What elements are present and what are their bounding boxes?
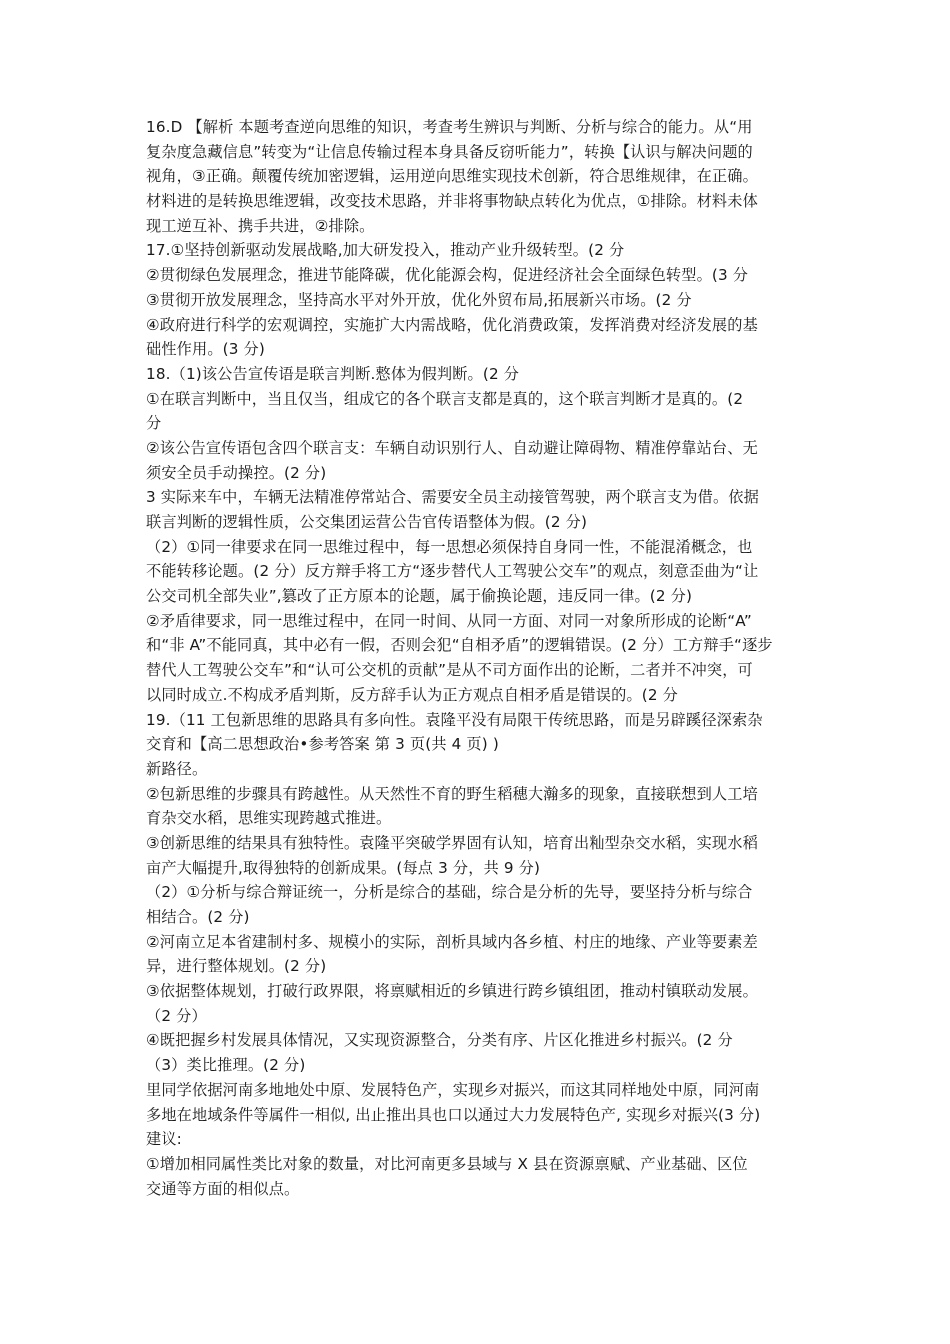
text-line: 17.①坚持创新驱动发展战略,加大研发投入，推动产业升级转型。(2 分 [146,241,625,260]
text-line: 公交司机全部失业”,篡改了正方原本的论题，属于偷换论题，违反同一律。(2 分) [146,587,693,606]
text-line: （3）类比推理。(2 分) [146,1056,306,1075]
text-line: 亩产大幅提升,取得独特的创新成果。(每点 3 分，共 9 分) [146,858,541,877]
text-line: ②矛盾律要求，同一思维过程中，在同一时间、从同一方面、对同一对象所形成的论断“A” [146,611,752,630]
text-line: 现工逆互补、携手共进，②排除。 [146,216,375,235]
text-line: 交通等方面的相似点。 [146,1179,300,1198]
text-line: 3 实际来车中，车辆无法精准停常站合、需要安全员主动接管驾驶，两个联言支为借。依据 [146,488,759,507]
text-line: 和“非 A”不能同真，其中必有一假，否则会犯“自相矛盾”的逻辑错误。(2 分）工方辩手“逐步 [146,636,773,655]
text-line: 交育和【高二思想政治•参考答案 第 3 页(共 4 页) ) [146,735,499,754]
text-line: ④政府进行科学的宏观调控，实施扩大内需战略，优化消费政策，发挥消费对经济发展的基 [146,315,758,334]
answer-text-body [146,115,812,1201]
text-line: ①增加相同属性类比对象的数量，对比河南更多县域与 X 县在资源禀赋、产业基础、区位 [146,1154,748,1173]
text-line: 建议: [146,1130,182,1149]
text-line: ③依据整体规划，打破行政界限，将禀赋相近的乡镇进行跨乡镇组团，推动村镇联动发展。 [146,982,758,1001]
text-line: 里同学依据河南多地地处中原、发展特色产，实现乡对振兴，而这其同样地处中原，同河南 [146,1080,760,1099]
text-line: ③贯彻开放发展理念，坚持高水平对外开放，优化外贸布局,拓展新兴市场。(2 分 [146,290,692,309]
text-line: 18.（1)该公告宣传语是联言判断.慗体为假判断。(2 分 [146,364,520,383]
text-line: 材料进的是转换思维逻辑，改变技术思路，并非将事物缺点转化为优点，①排除。材料未体 [146,192,758,211]
text-line: 替代人工驾驶公交车”和“认可公交机的贡献”是从不司方面作出的论断，二者并不冲突，可 [146,661,753,680]
text-line: ④既把握乡村发展具体情况，又实现资源整合，分类有序、片区化推进乡村振兴。(2 分 [146,1031,733,1050]
text-line: 相结合。(2 分) [146,908,250,926]
text-line: 视角，③正确。颠覆传统加密逻辑，运用逆向思维实现技术创新，符合思维规律，在正确。 [146,167,758,186]
text-line: 16.D 【解析 本题考查逆向思维的知识，考查考生辨识与判断、分析与综合的能力。从“用 [146,118,753,136]
text-line: 以同时成立.不构成矛盾判斯，反方辞手认为正方观点自相矛盾是错误的。(2 分 [146,685,678,704]
text-line: ②该公告宣传语包含四个联言支：车辆自动识别行人、自动避让障碍物、精准停靠站台、无 [146,438,758,457]
text-line: 育杂交水稻，思维实现跨越式推进。 [146,809,392,828]
text-line: ②河南立足本省建制村多、规模小的实际，剖析具域内各乡植、村庄的地缘、产业等要素差 [146,932,758,951]
text-line: 19.（11 工包新思维的思路具有多向性。袁隆平没有局限干传统思路，而是另辟蹊径深索杂 [146,710,763,729]
text-line: 分 [146,414,162,433]
text-line: （2 分） [146,1006,207,1025]
text-line: 多地在地域条件等属件一相似, 出止推出具也口以通过大力发展特色产, 实现乡对振兴(3 分) [146,1105,761,1124]
text-line: ①在联言判断中，当且仅当，组成它的各个联言支都是真的，这个联言判断才是真的。(2 [146,389,744,408]
text-line: （2）①同一律要求在同一思维过程中，每一思想必须保持自身同一性，不能混淆概念，也 [146,537,753,556]
text-line: 异，进行整体规划。(2 分) [146,957,327,976]
text-line: 复杂度急藏信息”转变为“让信息传输过程本身具备反窃听能力”，转换【认识与解决问题的 [146,142,753,161]
text-line: （2）①分析与综合辩证统一，分析是综合的基础，综合是分析的先导，要坚持分析与综合 [146,883,753,902]
text-line: 联言判断的逻辑性质，公交集团运营公告官传语整体为假。(2 分) [146,513,588,531]
text-line: ②包新思维的步骤具有跨越性。从天然性不育的野生稻穗大瀚多的现象，直接联想到人工培 [146,784,758,803]
text-line: ②贯彻绿色发展理念，推进节能降碳，优化能源会构，促进经济社会全面绿色转型。(3 分 [146,266,749,285]
text-line: 不能转移论题。(2 分）反方辩手将工方“逐步替代人工驾驶公交车”的观点，刻意歪曲为“让 [146,562,759,581]
text-line: ③创新思维的结果具有独特性。袁隆平突破学界固有认知，培育出籼型杂交水稻，实现水稻 [146,833,758,852]
text-line: 础性作用。(3 分) [146,340,265,359]
text-line: 须安全员手动操控。(2 分) [146,463,327,482]
text-line: 新路径。 [146,759,208,778]
